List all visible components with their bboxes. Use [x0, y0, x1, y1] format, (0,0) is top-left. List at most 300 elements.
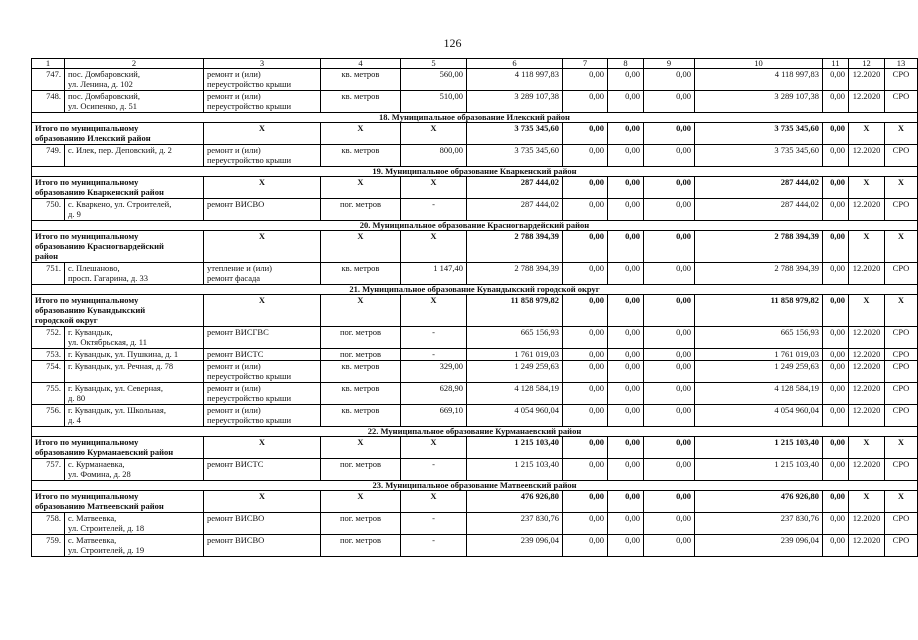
- table-row: [32, 361, 918, 383]
- col10: 3 289 107,38: [695, 91, 823, 113]
- column-number: 3: [204, 59, 321, 69]
- table-row: [32, 263, 918, 285]
- total-col10: 1 215 103,40: [695, 437, 823, 459]
- deadline: 12.2020: [849, 91, 885, 113]
- work-type: [204, 327, 321, 349]
- contractor: СРО: [885, 91, 918, 113]
- cost: 4 054 960,04: [467, 405, 563, 427]
- col7: 0,00: [563, 199, 608, 221]
- total-col7: 0,00: [563, 437, 608, 459]
- total-label: [32, 177, 204, 199]
- unit: кв. метров: [321, 383, 401, 405]
- column-number: 1: [32, 59, 65, 69]
- total-col5: Х: [401, 231, 467, 263]
- address: [65, 327, 204, 349]
- table-row: [32, 405, 918, 427]
- total-label-line: образованию Матвеевский район: [35, 501, 164, 511]
- section-title: 20. Муниципальное образование Красногвардейский район: [32, 221, 918, 231]
- address-line: пос. Домбаровский,: [68, 69, 140, 79]
- contractor: СРО: [885, 69, 918, 91]
- cost: 4 118 997,83: [467, 69, 563, 91]
- total-cost: 476 926,80: [467, 491, 563, 513]
- work-type-line: ремонт ВИСТС: [207, 349, 264, 359]
- section-title: 21. Муниципальное образование Кувандыкский городской округ: [32, 285, 918, 295]
- total-col10: 287 444,02: [695, 177, 823, 199]
- address: [65, 361, 204, 383]
- total-col12: Х: [849, 231, 885, 263]
- col8: 0,00: [608, 361, 644, 383]
- total-col7: 0,00: [563, 123, 608, 145]
- total-label-line: Итого по муниципальному: [35, 123, 139, 133]
- address-line: с. Плешаново,: [68, 263, 120, 273]
- col8: 0,00: [608, 199, 644, 221]
- total-col13: Х: [885, 177, 918, 199]
- work-type: [204, 263, 321, 285]
- total-col5: Х: [401, 177, 467, 199]
- contractor: СРО: [885, 459, 918, 481]
- total-label-line: городской округ: [35, 315, 98, 325]
- total-label-line: Итого по муниципальному: [35, 231, 139, 241]
- total-col4: Х: [321, 123, 401, 145]
- work-type-line: переустройство крыши: [207, 101, 292, 111]
- total-col3: Х: [204, 295, 321, 327]
- total-col3: Х: [204, 177, 321, 199]
- total-label: [32, 437, 204, 459]
- address: [65, 513, 204, 535]
- address-line: просп. Гагарина, д. 33: [68, 273, 149, 283]
- total-col9: 0,00: [644, 437, 695, 459]
- col9: 0,00: [644, 199, 695, 221]
- cost: 239 096,04: [467, 535, 563, 557]
- address: [65, 91, 204, 113]
- col10: 239 096,04: [695, 535, 823, 557]
- column-number: 11: [823, 59, 849, 69]
- total-col3: Х: [204, 123, 321, 145]
- section-header-row: [32, 481, 918, 491]
- address-line: г. Кувандык, ул. Северная,: [68, 383, 163, 393]
- section-title: 23. Муниципальное образование Матвеевский район: [32, 481, 918, 491]
- quantity: -: [401, 327, 467, 349]
- address-line: с. Кваркено, ул. Строителей,: [68, 199, 172, 209]
- total-cost: 1 215 103,40: [467, 437, 563, 459]
- deadline: 12.2020: [849, 361, 885, 383]
- address-line: г. Кувандык, ул. Пушкина, д. 1: [68, 349, 179, 359]
- quantity: 560,00: [401, 69, 467, 91]
- col9: 0,00: [644, 361, 695, 383]
- total-col9: 0,00: [644, 295, 695, 327]
- work-type-line: переустройство крыши: [207, 79, 292, 89]
- address-line: с. Курманаевка,: [68, 459, 125, 469]
- cost: 2 788 394,39: [467, 263, 563, 285]
- work-type: [204, 145, 321, 167]
- table-row: [32, 327, 918, 349]
- column-number: 5: [401, 59, 467, 69]
- total-col8: 0,00: [608, 123, 644, 145]
- table-row: [32, 459, 918, 481]
- deadline: 12.2020: [849, 535, 885, 557]
- column-number: 8: [608, 59, 644, 69]
- contractor: СРО: [885, 535, 918, 557]
- quantity: 329,00: [401, 361, 467, 383]
- deadline: 12.2020: [849, 459, 885, 481]
- address-line: ул. Октябрьская, д. 11: [68, 337, 147, 347]
- col8: 0,00: [608, 349, 644, 361]
- total-label: [32, 295, 204, 327]
- total-col13: Х: [885, 231, 918, 263]
- total-label-line: образованию Илекский район: [35, 133, 151, 143]
- cost: 1 761 019,03: [467, 349, 563, 361]
- total-cost: 2 788 394,39: [467, 231, 563, 263]
- work-type-line: ремонт ВИСТС: [207, 459, 264, 469]
- total-col11: 0,00: [823, 295, 849, 327]
- quantity: 510,00: [401, 91, 467, 113]
- address: [65, 69, 204, 91]
- address-line: ул. Строителей, д. 19: [68, 545, 145, 555]
- col8: 0,00: [608, 383, 644, 405]
- col8: 0,00: [608, 535, 644, 557]
- row-number: 749.: [32, 145, 65, 167]
- col9: 0,00: [644, 327, 695, 349]
- address-line: с. Матвеевка,: [68, 535, 117, 545]
- column-number: 2: [65, 59, 204, 69]
- quantity: 1 147,40: [401, 263, 467, 285]
- unit: пог. метров: [321, 327, 401, 349]
- deadline: 12.2020: [849, 513, 885, 535]
- section-header-row: [32, 285, 918, 295]
- work-type-line: ремонт ВИСВО: [207, 513, 265, 523]
- col10: 1 249 259,63: [695, 361, 823, 383]
- work-type: [204, 513, 321, 535]
- total-col4: Х: [321, 295, 401, 327]
- municipal-total-row: [32, 295, 918, 327]
- total-col7: 0,00: [563, 231, 608, 263]
- work-type: [204, 349, 321, 361]
- address: [65, 535, 204, 557]
- table-row: [32, 513, 918, 535]
- contractor: СРО: [885, 361, 918, 383]
- column-number: 6: [467, 59, 563, 69]
- col10: 2 788 394,39: [695, 263, 823, 285]
- total-col4: Х: [321, 177, 401, 199]
- col9: 0,00: [644, 145, 695, 167]
- address: [65, 383, 204, 405]
- total-col13: Х: [885, 491, 918, 513]
- total-col8: 0,00: [608, 491, 644, 513]
- col7: 0,00: [563, 327, 608, 349]
- col7: 0,00: [563, 361, 608, 383]
- contractor: СРО: [885, 327, 918, 349]
- row-number: 755.: [32, 383, 65, 405]
- contractor: СРО: [885, 199, 918, 221]
- total-label-line: Итого по муниципальному: [35, 491, 139, 501]
- col8: 0,00: [608, 263, 644, 285]
- cost: 287 444,02: [467, 199, 563, 221]
- municipal-total-row: [32, 491, 918, 513]
- col7: 0,00: [563, 91, 608, 113]
- total-col7: 0,00: [563, 491, 608, 513]
- total-label-line: образованию Красногвардейский: [35, 241, 164, 251]
- col8: 0,00: [608, 69, 644, 91]
- col9: 0,00: [644, 349, 695, 361]
- column-number: 9: [644, 59, 695, 69]
- table-row: [32, 199, 918, 221]
- total-col7: 0,00: [563, 295, 608, 327]
- unit: пог. метров: [321, 349, 401, 361]
- row-number: 751.: [32, 263, 65, 285]
- page-number: 126: [443, 36, 462, 50]
- total-col12: Х: [849, 295, 885, 327]
- work-type-line: переустройство крыши: [207, 415, 292, 425]
- total-col12: Х: [849, 437, 885, 459]
- deadline: 12.2020: [849, 327, 885, 349]
- col7: 0,00: [563, 349, 608, 361]
- cost: 1 249 259,63: [467, 361, 563, 383]
- col11: 0,00: [823, 91, 849, 113]
- section-title: 19. Муниципальное образование Кваркенский район: [32, 167, 918, 177]
- address: [65, 349, 204, 361]
- total-col5: Х: [401, 437, 467, 459]
- total-col8: 0,00: [608, 231, 644, 263]
- col11: 0,00: [823, 513, 849, 535]
- address: [65, 199, 204, 221]
- column-number: 4: [321, 59, 401, 69]
- deadline: 12.2020: [849, 69, 885, 91]
- contractor: СРО: [885, 405, 918, 427]
- col9: 0,00: [644, 405, 695, 427]
- total-col11: 0,00: [823, 437, 849, 459]
- deadline: 12.2020: [849, 405, 885, 427]
- address: [65, 145, 204, 167]
- col10: 4 128 584,19: [695, 383, 823, 405]
- total-cost: 3 735 345,60: [467, 123, 563, 145]
- address-line: г. Кувандык,: [68, 327, 113, 337]
- column-number-row: [32, 59, 918, 69]
- col8: 0,00: [608, 145, 644, 167]
- work-type-line: ремонт и (или): [207, 145, 261, 155]
- total-col9: 0,00: [644, 123, 695, 145]
- cost: 4 128 584,19: [467, 383, 563, 405]
- section-header-row: [32, 427, 918, 437]
- col11: 0,00: [823, 405, 849, 427]
- row-number: 759.: [32, 535, 65, 557]
- col8: 0,00: [608, 405, 644, 427]
- col11: 0,00: [823, 535, 849, 557]
- col10: 287 444,02: [695, 199, 823, 221]
- total-col10: 2 788 394,39: [695, 231, 823, 263]
- municipal-total-row: [32, 177, 918, 199]
- total-col4: Х: [321, 491, 401, 513]
- row-number: 747.: [32, 69, 65, 91]
- row-number: 754.: [32, 361, 65, 383]
- col10: 237 830,76: [695, 513, 823, 535]
- cost: 1 215 103,40: [467, 459, 563, 481]
- total-col11: 0,00: [823, 177, 849, 199]
- work-type-line: переустройство крыши: [207, 393, 292, 403]
- quantity: -: [401, 535, 467, 557]
- cost: 665 156,93: [467, 327, 563, 349]
- total-label-line: район: [35, 251, 59, 261]
- address-line: г. Кувандык, ул. Школьная,: [68, 405, 166, 415]
- section-title: 18. Муниципальное образование Илекский район: [32, 113, 918, 123]
- unit: кв. метров: [321, 405, 401, 427]
- work-type: [204, 91, 321, 113]
- col7: 0,00: [563, 69, 608, 91]
- address-line: с. Матвеевка,: [68, 513, 117, 523]
- unit: пог. метров: [321, 513, 401, 535]
- total-col13: Х: [885, 123, 918, 145]
- table-row: [32, 69, 918, 91]
- total-col8: 0,00: [608, 177, 644, 199]
- col10: 4 118 997,83: [695, 69, 823, 91]
- col11: 0,00: [823, 69, 849, 91]
- total-col11: 0,00: [823, 491, 849, 513]
- municipal-total-row: [32, 437, 918, 459]
- cost: 3 735 345,60: [467, 145, 563, 167]
- address: [65, 263, 204, 285]
- contractor: СРО: [885, 263, 918, 285]
- row-number: 748.: [32, 91, 65, 113]
- work-type: [204, 459, 321, 481]
- address-line: д. 9: [68, 209, 81, 219]
- address-line: пос. Домбаровский,: [68, 91, 140, 101]
- quantity: -: [401, 349, 467, 361]
- work-type: [204, 199, 321, 221]
- unit: пог. метров: [321, 459, 401, 481]
- col7: 0,00: [563, 263, 608, 285]
- total-label-line: Итого по муниципальному: [35, 295, 139, 305]
- deadline: 12.2020: [849, 145, 885, 167]
- col10: 4 054 960,04: [695, 405, 823, 427]
- col11: 0,00: [823, 383, 849, 405]
- unit: кв. метров: [321, 91, 401, 113]
- col9: 0,00: [644, 513, 695, 535]
- col11: 0,00: [823, 199, 849, 221]
- col7: 0,00: [563, 145, 608, 167]
- total-col5: Х: [401, 295, 467, 327]
- work-type-line: ремонт и (или): [207, 405, 261, 415]
- col7: 0,00: [563, 459, 608, 481]
- total-col3: Х: [204, 231, 321, 263]
- unit: кв. метров: [321, 145, 401, 167]
- unit: кв. метров: [321, 361, 401, 383]
- col8: 0,00: [608, 459, 644, 481]
- work-type: [204, 69, 321, 91]
- unit: кв. метров: [321, 69, 401, 91]
- total-label-line: образованию Кваркенский район: [35, 187, 164, 197]
- total-label-line: Итого по муниципальному: [35, 177, 139, 187]
- total-col10: 11 858 979,82: [695, 295, 823, 327]
- section-header-row: [32, 167, 918, 177]
- total-col13: Х: [885, 437, 918, 459]
- row-number: 752.: [32, 327, 65, 349]
- total-col4: Х: [321, 231, 401, 263]
- work-type: [204, 383, 321, 405]
- row-number: 756.: [32, 405, 65, 427]
- col9: 0,00: [644, 91, 695, 113]
- quantity: 628,90: [401, 383, 467, 405]
- quantity: -: [401, 199, 467, 221]
- total-cost: 287 444,02: [467, 177, 563, 199]
- row-number: 753.: [32, 349, 65, 361]
- contractor: СРО: [885, 145, 918, 167]
- contractor: СРО: [885, 349, 918, 361]
- address-line: ул. Осипенко, д. 51: [68, 101, 137, 111]
- work-type-line: ремонт ВИСГВС: [207, 327, 269, 337]
- deadline: 12.2020: [849, 383, 885, 405]
- col9: 0,00: [644, 383, 695, 405]
- total-col5: Х: [401, 491, 467, 513]
- work-type-line: переустройство крыши: [207, 371, 292, 381]
- row-number: 758.: [32, 513, 65, 535]
- total-label-line: Итого по муниципальному: [35, 437, 139, 447]
- col10: 1 215 103,40: [695, 459, 823, 481]
- address: [65, 459, 204, 481]
- row-number: 757.: [32, 459, 65, 481]
- work-type: [204, 361, 321, 383]
- table-row: [32, 91, 918, 113]
- col11: 0,00: [823, 459, 849, 481]
- deadline: 12.2020: [849, 263, 885, 285]
- address-line: ул. Ленина, д. 102: [68, 79, 133, 89]
- total-col11: 0,00: [823, 231, 849, 263]
- total-col12: Х: [849, 123, 885, 145]
- col8: 0,00: [608, 327, 644, 349]
- address: [65, 405, 204, 427]
- total-col5: Х: [401, 123, 467, 145]
- col10: 1 761 019,03: [695, 349, 823, 361]
- work-type-line: ремонт фасада: [207, 273, 261, 283]
- table-row: [32, 383, 918, 405]
- col11: 0,00: [823, 361, 849, 383]
- table-row: [32, 349, 918, 361]
- col9: 0,00: [644, 535, 695, 557]
- column-number: 10: [695, 59, 823, 69]
- work-type-line: ремонт ВИСВО: [207, 535, 265, 545]
- unit: пог. метров: [321, 199, 401, 221]
- col7: 0,00: [563, 535, 608, 557]
- work-type-line: ремонт и (или): [207, 69, 261, 79]
- address-line: ул. Строителей, д. 18: [68, 523, 145, 533]
- col10: 3 735 345,60: [695, 145, 823, 167]
- total-label: [32, 491, 204, 513]
- municipal-total-row: [32, 231, 918, 263]
- total-col10: 476 926,80: [695, 491, 823, 513]
- row-number: 750.: [32, 199, 65, 221]
- work-type-line: ремонт и (или): [207, 383, 261, 393]
- total-cost: 11 858 979,82: [467, 295, 563, 327]
- municipal-total-row: [32, 123, 918, 145]
- address-line: с. Илек, пер. Деповский, д. 2: [68, 145, 172, 155]
- contractor: СРО: [885, 383, 918, 405]
- cost: 3 289 107,38: [467, 91, 563, 113]
- col11: 0,00: [823, 349, 849, 361]
- col11: 0,00: [823, 263, 849, 285]
- total-col9: 0,00: [644, 231, 695, 263]
- unit: кв. метров: [321, 263, 401, 285]
- address-line: д. 80: [68, 393, 86, 403]
- quantity: -: [401, 513, 467, 535]
- cost: 237 830,76: [467, 513, 563, 535]
- total-col12: Х: [849, 491, 885, 513]
- work-type-line: ремонт и (или): [207, 361, 261, 371]
- deadline: 12.2020: [849, 349, 885, 361]
- col11: 0,00: [823, 327, 849, 349]
- table-row: [32, 145, 918, 167]
- total-col9: 0,00: [644, 177, 695, 199]
- capital-repair-table: [31, 58, 918, 557]
- col8: 0,00: [608, 513, 644, 535]
- address-line: д. 4: [68, 415, 81, 425]
